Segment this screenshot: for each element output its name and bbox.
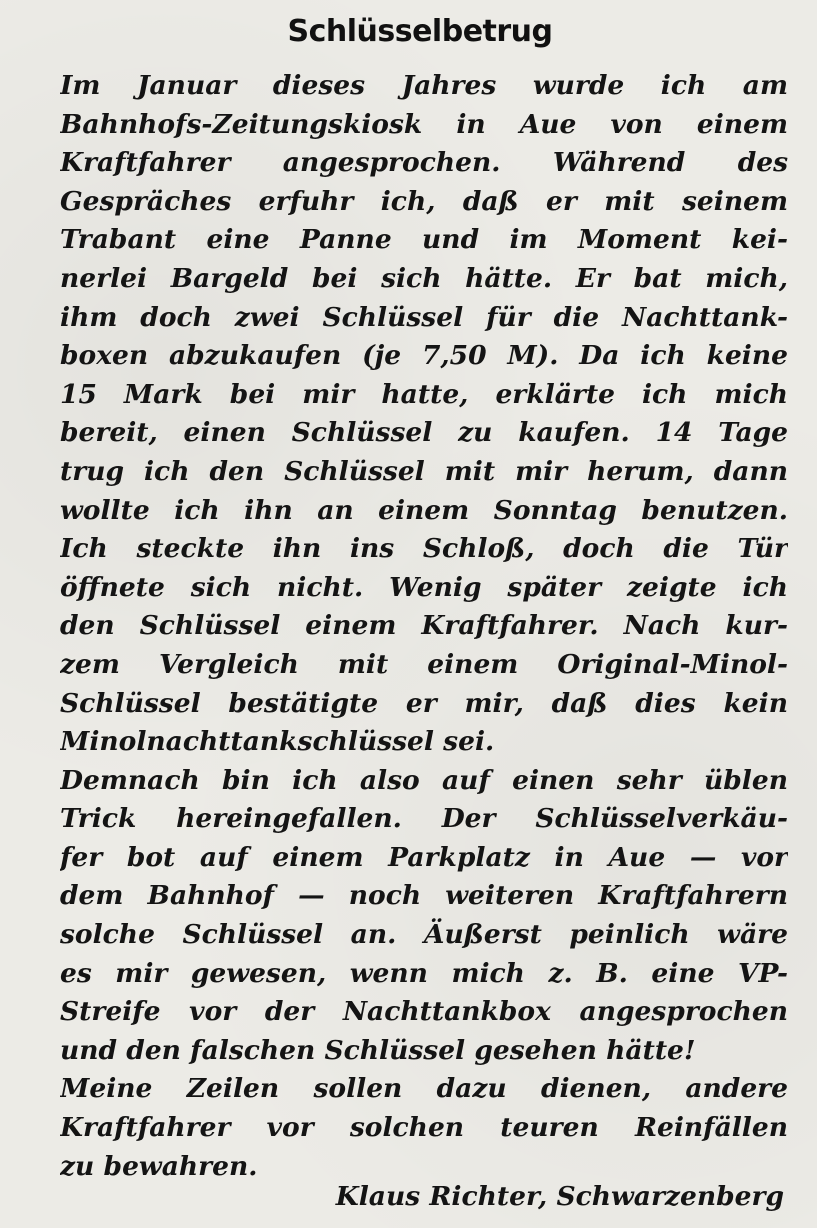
article-line: es mir gewesen, wenn mich z. B. eine VP- <box>60 957 788 989</box>
article-line: Meine Zeilen sollen dazu dienen, andere <box>60 1073 788 1105</box>
article-line: Minolnachttankschlüssel sei. <box>60 726 495 758</box>
article-line: Schlüssel bestätigte er mir, daß dies kein <box>60 687 788 719</box>
article-line: Bahnhofs-Zeitungskiosk in Aue von einem <box>60 108 788 140</box>
article-title: Schlüsselbetrug <box>287 14 553 49</box>
article-line: Streife vor der Nachttankbox angesprochen <box>60 996 788 1028</box>
author-signature: Klaus Richter, Schwarzenberg <box>335 1181 784 1212</box>
article-line: Ich steckte ihn ins Schloß, doch die Tür <box>60 533 788 565</box>
article-line: zu bewahren. <box>60 1150 258 1182</box>
article-line: trug ich den Schlüssel mit mir herum, dann <box>60 455 788 487</box>
article-line: 15 Mark bei mir hatte, erklärte ich mich <box>60 378 788 410</box>
article-line: Kraftfahrer vor solchen teuren Reinfällen <box>60 1112 788 1144</box>
article-line: Trabant eine Panne und im Moment kei- <box>60 224 788 256</box>
article-line: Im Januar dieses Jahres wurde ich am <box>60 70 788 101</box>
article-line: fer bot auf einem Parkplatz in Aue — vor <box>60 841 788 873</box>
article-line: den Schlüssel einem Kraftfahrer. Nach kur- <box>60 610 788 642</box>
article-line: öffnete sich nicht. Wenig später zeigte ich <box>60 571 788 603</box>
article-line: Demnach bin ich also auf einen sehr üblen <box>60 764 788 796</box>
article-line: wollte ich ihn an einem Sonntag benutzen. <box>60 494 788 526</box>
article-line: zem Vergleich mit einem Original-Minol- <box>60 648 788 680</box>
article-line: ihm doch zwei Schlüssel für die Nachttank- <box>60 301 788 333</box>
article-line: bereit, einen Schlüssel zu kaufen. 14 Tage <box>60 417 788 449</box>
article-line: nerlei Bargeld bei sich hätte. Er bat mich, <box>60 262 788 294</box>
article-line: Gespräches erfuhr ich, daß er mit seinem <box>60 185 788 217</box>
article-body <box>60 67 788 1186</box>
article-line: boxen abzukaufen (je 7,50 M). Da ich keine <box>60 340 788 372</box>
article-line: dem Bahnhof — noch weiteren Kraftfahrern <box>60 880 788 912</box>
article-line: Trick hereingefallen. Der Schlüsselverkäu- <box>60 803 788 835</box>
article-line: solche Schlüssel an. Äußerst peinlich wäre <box>60 919 788 951</box>
article-line: und den falschen Schlüssel gesehen hätte! <box>60 1034 696 1066</box>
article-line: Kraftfahrer angesprochen. Während des <box>60 147 788 179</box>
